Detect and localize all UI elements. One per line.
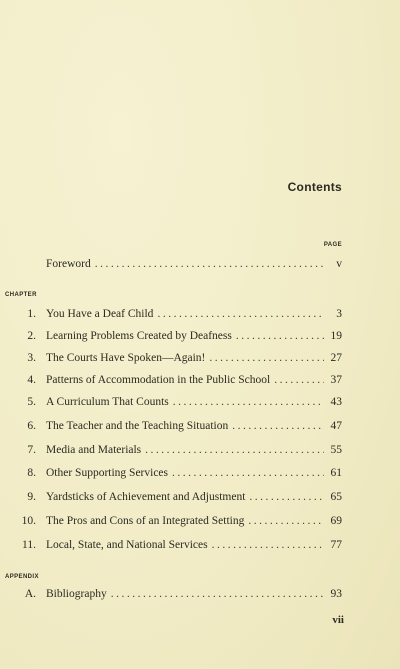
dot-leader <box>157 307 324 321</box>
toc-entry <box>46 514 342 528</box>
toc-page-number: 3 <box>336 308 342 320</box>
chapter-number: 10. <box>21 515 36 527</box>
toc-page-number: 43 <box>330 396 342 408</box>
toc-title: The Courts Have Spoken—Again! <box>46 352 206 364</box>
toc-entry <box>46 419 342 433</box>
dot-leader <box>173 395 324 409</box>
toc-page-number: 47 <box>330 420 342 432</box>
toc-title: Yardsticks of Achievement and Adjustment <box>46 491 246 503</box>
toc-row <box>0 466 400 480</box>
chapter-number: 6. <box>27 420 36 432</box>
dot-leader <box>236 329 324 343</box>
toc-title: Foreword <box>46 258 91 270</box>
toc-row <box>0 443 400 457</box>
dot-leader <box>95 257 324 271</box>
toc-page-number: 27 <box>330 352 342 364</box>
toc-row <box>0 307 400 321</box>
toc-title: A Curriculum That Counts <box>46 396 169 408</box>
toc-title: The Teacher and the Teaching Situation <box>46 420 229 432</box>
toc-entry <box>46 587 342 601</box>
toc-title: You Have a Deaf Child <box>46 308 154 320</box>
toc-row <box>0 587 400 601</box>
appendix-number: A. <box>24 588 36 600</box>
toc-page-number: 65 <box>330 491 342 503</box>
toc-entry <box>46 373 342 387</box>
toc-title: Media and Materials <box>46 444 142 456</box>
toc-row <box>0 514 400 528</box>
toc-row <box>0 538 400 552</box>
toc-entry <box>46 443 342 457</box>
dot-leader <box>232 419 324 433</box>
contents-heading: Contents <box>287 180 342 194</box>
chapter-number: 8. <box>27 467 36 479</box>
toc-page-number: 55 <box>330 444 342 456</box>
dot-leader <box>212 538 324 552</box>
dot-leader <box>111 587 324 601</box>
chapter-number: 2. <box>27 330 36 342</box>
toc-page-number: 61 <box>330 467 342 479</box>
toc-row <box>0 395 400 409</box>
toc-title: Other Supporting Services <box>46 467 169 479</box>
page-column-label: PAGE <box>323 242 342 248</box>
dot-leader <box>248 514 324 528</box>
toc-page-number: 93 <box>330 588 342 600</box>
toc-row <box>0 419 400 433</box>
chapter-label: CHAPTER <box>5 292 37 298</box>
toc-title: Learning Problems Created by Deafness <box>46 330 232 342</box>
toc-page-number: v <box>336 258 342 270</box>
toc-title: Bibliography <box>46 588 107 600</box>
toc-page-number: 69 <box>330 515 342 527</box>
chapter-number: 11. <box>22 539 36 551</box>
toc-title: Local, State, and National Services <box>46 539 208 551</box>
toc-row <box>0 329 400 343</box>
toc-entry <box>46 395 342 409</box>
toc-row <box>0 351 400 365</box>
toc-entry <box>46 538 342 552</box>
dot-leader <box>274 373 324 387</box>
toc-page-number: 37 <box>330 374 342 386</box>
chapter-number: 3. <box>27 352 36 364</box>
dot-leader <box>209 351 324 365</box>
chapter-number: 4. <box>27 374 36 386</box>
toc-page-number: 19 <box>330 330 342 342</box>
toc-page-number: 77 <box>330 539 342 551</box>
toc-row <box>0 373 400 387</box>
chapter-number: 7. <box>27 444 36 456</box>
toc-entry <box>46 307 342 321</box>
dot-leader <box>249 490 324 504</box>
toc-row-foreword <box>0 257 400 271</box>
dot-leader <box>145 443 324 457</box>
toc-entry <box>46 351 342 365</box>
chapter-number: 9. <box>27 491 36 503</box>
dot-leader <box>172 466 324 480</box>
toc-entry <box>46 329 342 343</box>
appendix-label: APPENDIX <box>5 574 39 580</box>
toc-title: The Pros and Cons of an Integrated Setting <box>46 515 245 527</box>
toc-entry <box>46 466 342 480</box>
page-folio: vii <box>332 614 344 626</box>
chapter-number: 5. <box>27 396 36 408</box>
chapter-number: 1. <box>27 308 36 320</box>
toc-entry <box>46 257 342 271</box>
toc-entry <box>46 490 342 504</box>
toc-title: Patterns of Accommodation in the Public School <box>46 374 271 386</box>
toc-row <box>0 490 400 504</box>
